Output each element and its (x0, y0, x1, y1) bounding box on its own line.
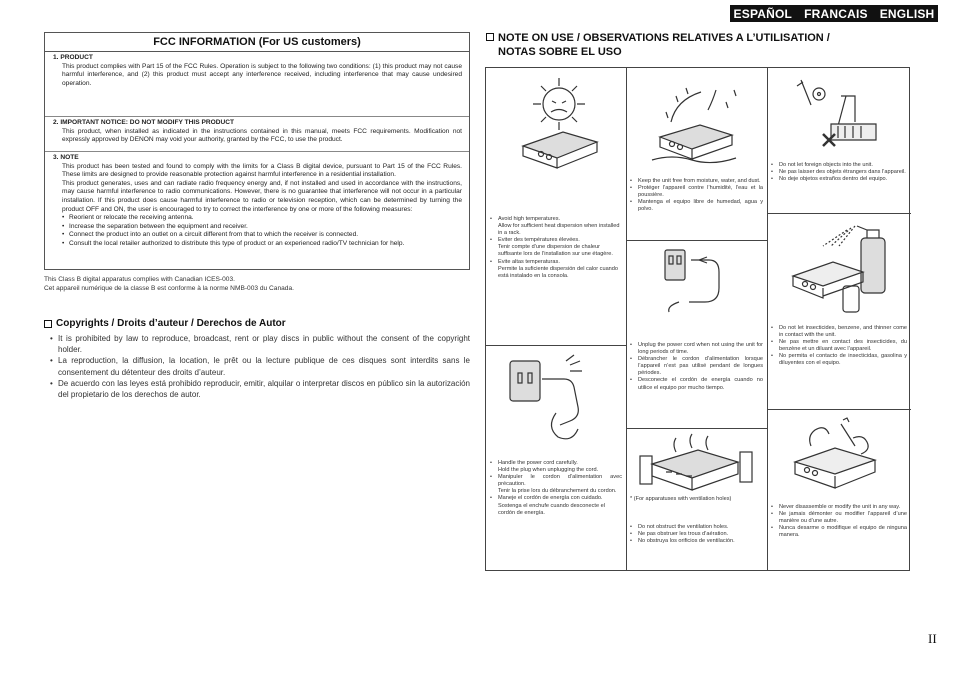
fcc-section-product (45, 52, 469, 117)
foreign-objects-icon (781, 74, 891, 164)
note-on-use-heading (486, 31, 830, 59)
lang-espanol: ESPAÑOL (733, 6, 793, 21)
note-bullet: • Mantenga el equipo libre de humedad, agua y polvo. (630, 199, 763, 213)
list-item: • Increase the separation between the equipment and receiver. (62, 223, 462, 232)
note-cell-foreign (771, 162, 907, 183)
language-bar (730, 5, 938, 22)
note-bullet: • Maneje el cordón de energía con cuidado. (490, 495, 622, 502)
note-bullet: • Ne pas obstruer les trous d’aération. (630, 531, 763, 538)
note-cell-insecticide (771, 325, 907, 368)
fcc-section-heading: 3. NOTE (53, 154, 79, 161)
note-bullet: • Evite altas temperaturas. (490, 259, 622, 266)
list-item: • Connect the product into an outlet on a circuit different from that to which the receiver is connected. (62, 231, 462, 240)
note-cell-disassemble (771, 504, 907, 539)
copyright-list (50, 333, 470, 400)
lang-francais: FRANCAIS (804, 6, 868, 21)
note-cell-vent (630, 524, 763, 545)
note-bullet: • Nunca desarme o modifique el equipo de ninguna manera. (771, 525, 907, 539)
note-cell-vent-note (630, 496, 763, 502)
note-indent: Tenir compte d’une dispersion de chaleur suffisante lors de l’installation sur une étagère. (498, 244, 613, 258)
note-bullet: • Unplug the power cord when not using the unit for long periods of time. (630, 342, 763, 356)
note-bullet: • Handle the power cord carefully. (490, 460, 622, 467)
list-item: • Consult the local retailer authorized to distribute this type of product or an experienced radio/TV technician for help. (62, 240, 462, 249)
note-cell-cord (490, 460, 622, 517)
checkbox-square-icon (486, 33, 494, 41)
note-indent: Hold the plug when unplugging the cord. (498, 467, 599, 474)
copyright-heading (44, 318, 286, 329)
note-heading-line2: NOTAS SOBRE EL USO (498, 46, 622, 58)
note-bullet: • Desconecte el cordón de energía cuando no utilice el equipo por mucho tiempo. (630, 377, 763, 391)
note-bullet: • Do not let insecticides, benzene, and thinner come in contact with the unit. (771, 325, 907, 339)
fcc-section-notice (45, 117, 469, 152)
note-grid (485, 67, 910, 571)
fcc-paragraph: This product generates, uses and can radiate radio frequency energy and, if not installed and used in accordance with the instructions, may cause harmful interference to radio communications. However, there is no guarantee that interference will not occur in a particular installation. If this product does cause harmful interference to radio or television reception, which can be determined by turning the product OFF and ON, the user is encouraged to try to correct the interference by one or more of the following measures: (62, 179, 462, 213)
list-item: • Reorient or relocate the receiving antenna. (62, 214, 462, 223)
note-bullet: • Ne jamais démonter ou modifier l’appareil d’une manière ou d’une autre. (771, 511, 907, 525)
note-bullet: • No deje objetos extraños dentro del equipo. (771, 176, 907, 183)
note-indent: Permite la suficiente dispersión del calor cuando está instalado en la consola. (498, 265, 619, 279)
note-bullet: • Keep the unit free from moisture, water, and dust. (630, 178, 763, 185)
list-item: • De acuerdo con las leyes está prohibido reproducir, emitir, alquilar o interpretar discos en público sin la autorización del propietario de los derechos de autor. (50, 378, 470, 400)
note-cell-unplug (630, 342, 763, 392)
note-indent: Allow for sufficient heat dispersion when installed in a rack. (498, 223, 620, 237)
lang-english: ENGLISH (879, 6, 935, 21)
fcc-measures-list (53, 214, 462, 248)
fcc-paragraph: This product complies with Part 15 of the FCC Rules. Operation is subject to the following two conditions: (1) this product may not cause harmful interference, and (2) this product must accept any interference received, including interference that may cause undesired operation. (62, 62, 462, 87)
note-bullet: • Eviter des températures élevées. (490, 237, 622, 244)
note-cell-heat (490, 216, 622, 280)
note-bullet: • No permita el contacto de insecticidas, gasolina y diluyentes con el equipo. (771, 353, 907, 367)
fcc-paragraph: This product, when installed as indicated in the instructions contained in this manual, meets FCC requirements. Modification not expressly approved by DENON may void your authority, granted by the FCC, to use the product. (62, 127, 462, 144)
ices-english: This Class B digital apparatus complies with Canadian ICES-003. (44, 276, 235, 283)
ices-compliance (44, 276, 294, 294)
fcc-title: FCC INFORMATION (For US customers) (45, 33, 469, 52)
heat-sun-icon (511, 74, 606, 169)
note-indent: Sostenga el enchufe cuando desconecte el cordón de energía. (498, 502, 605, 516)
list-item: • It is prohibited by law to reproduce, broadcast, rent or play discs in public without the consent of the copyright holder. (50, 333, 470, 355)
page-number: II (928, 631, 937, 646)
note-bullet: • Protéger l’appareil contre l’humidité, l’eau et la poussière. (630, 185, 763, 199)
note-bullet: • Manipuler le cordon d’alimentation avec précaution. (490, 474, 622, 488)
insecticide-spray-icon (781, 218, 896, 318)
ventilation-holes-icon (636, 432, 758, 492)
hand-power-cord-icon (496, 351, 611, 446)
note-heading-line1: NOTE ON USE / OBSERVATIONS RELATIVES A L’UTILISATION / (498, 32, 830, 44)
note-indent: Tenir la prise lors du débranchement du cordon. (498, 488, 617, 495)
fcc-section-heading: 2. IMPORTANT NOTICE: DO NOT MODIFY THIS PRODUCT (53, 119, 235, 126)
fcc-paragraph: This product has been tested and found to comply with the limits for a Class B digital device, pursuant to Part 15 of the FCC Rules. These limits are designed to provide reasonable protection against harmful interference in a residential installation. (62, 162, 462, 179)
power-outlet-unplug-icon (651, 246, 741, 316)
note-bullet: • Débrancher le cordon d’alimentation lorsque l’appareil n’est pas utilisé pendant de longues périodes. (630, 356, 763, 377)
note-bullet: • Ne pas mettre en contact des insecticides, du benzène et un diluant avec l’appareil. (771, 339, 907, 353)
fcc-information-box (44, 32, 470, 270)
note-bullet: • Do not obstruct the ventilation holes. (630, 524, 763, 531)
ices-french: Cet appareil numérique de la classe B est conforme à la norme NMB-003 du Canada. (44, 284, 294, 292)
note-bullet: • Do not let foreign objects into the unit. (771, 162, 907, 169)
list-item: • La reproduction, la diffusion, la location, le prêt ou la lecture publique de ces disques sont interdits sans le consentement du détenteur des droits d’auteur. (50, 355, 470, 377)
note-cell-moisture (630, 178, 763, 213)
fcc-section-heading: 1. PRODUCT (53, 54, 93, 61)
note-bullet: • Avoid high temperatures. (490, 216, 622, 223)
copyright-heading-text: Copyrights / Droits d’auteur / Derechos de Autor (56, 318, 286, 329)
moisture-umbrella-icon (646, 82, 746, 172)
checkbox-square-icon (44, 320, 52, 328)
vent-footnote: * (For apparatuses with ventilation holes) (630, 496, 732, 502)
disassemble-screwdriver-icon (781, 416, 896, 496)
note-heading-text (498, 31, 830, 59)
note-bullet: • Ne pas laisser des objets étrangers dans l’appareil. (771, 169, 907, 176)
note-bullet: • No obstruya los orificios de ventilación. (630, 538, 763, 545)
fcc-section-note (45, 152, 469, 249)
note-bullet: • Never disassemble or modify the unit in any way. (771, 504, 907, 511)
